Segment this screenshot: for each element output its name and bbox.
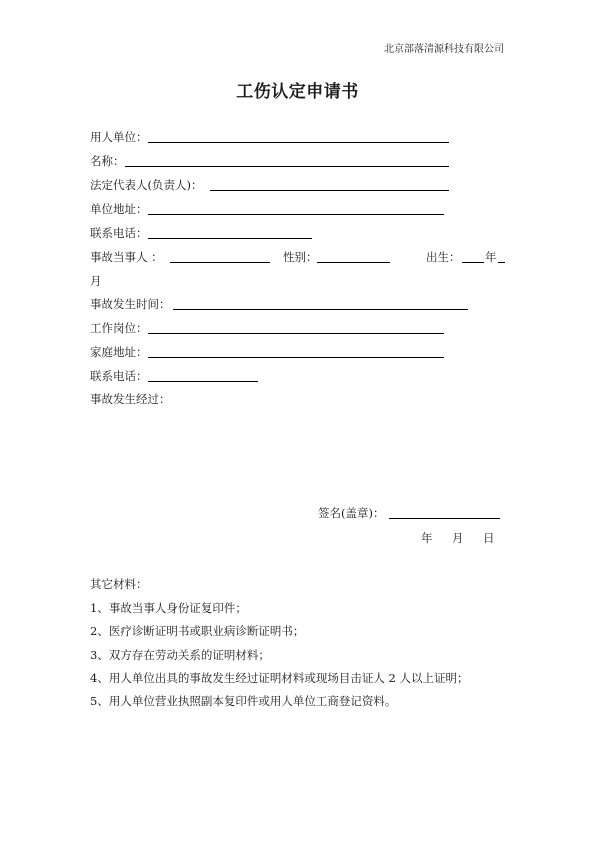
- job-position-input-line[interactable]: [148, 333, 444, 334]
- home-address-input-line[interactable]: [148, 357, 444, 358]
- birth-year-input-line[interactable]: [462, 262, 484, 263]
- birth-year-label: 年: [485, 250, 497, 264]
- personal-phone-label: 联系电话：: [90, 369, 148, 383]
- gender-label: 性别：: [283, 250, 318, 264]
- employer-label: 用人单位：: [90, 130, 148, 144]
- employer-phone-label: 联系电话：: [90, 226, 148, 240]
- home-address-label: 家庭地址：: [90, 345, 148, 359]
- signature-year-label: 年: [421, 531, 433, 545]
- materials-item: 5、用人单位营业执照副本复印件或用人单位工商登记资料。: [90, 694, 397, 708]
- materials-item: 2、医疗诊断证明书或职业病诊断证明书；: [90, 624, 305, 638]
- employer-address-label: 单位地址：: [90, 202, 148, 216]
- accident-time-label: 事故发生时间：: [90, 297, 171, 311]
- legal-representative-label: 法定代表人(负责人)：: [90, 178, 203, 192]
- birth-month-label: 月: [90, 274, 102, 288]
- signature-input-line[interactable]: [389, 518, 500, 519]
- signature-day-label: 日: [483, 531, 495, 545]
- accident-time-input-line[interactable]: [173, 309, 468, 310]
- name-label: 名称：: [90, 154, 125, 168]
- legal-representative-input-line[interactable]: [210, 190, 449, 191]
- signature-label: 签名(盖章)：: [318, 506, 385, 520]
- signature-month-label: 月: [452, 531, 464, 545]
- injured-person-label: 事故当事人 ：: [90, 250, 163, 264]
- job-position-label: 工作岗位：: [90, 321, 148, 335]
- employer-phone-input-line[interactable]: [148, 238, 312, 239]
- header-company-name: 北京部落清源科技有限公司: [384, 44, 504, 55]
- accident-description-label: 事故发生经过：: [90, 392, 171, 406]
- materials-item: 4、用人单位出具的事故发生经过证明材料或现场目击证人 2 人以上证明；: [90, 671, 469, 685]
- injured-person-input-line[interactable]: [170, 262, 270, 263]
- birth-month-input-line[interactable]: [498, 262, 505, 263]
- employer-address-input-line[interactable]: [148, 214, 444, 215]
- birth-label: 出生：: [426, 250, 461, 264]
- document-title: 工伤认定申请书: [236, 82, 359, 102]
- employer-input-line[interactable]: [148, 142, 449, 143]
- materials-heading: 其它材料：: [90, 577, 148, 591]
- materials-item: 1、事故当事人身份证复印件；: [90, 601, 247, 615]
- name-input-line[interactable]: [125, 166, 449, 167]
- gender-input-line[interactable]: [317, 262, 390, 263]
- materials-item: 3、双方存在劳动关系的证明材料；: [90, 648, 270, 662]
- personal-phone-input-line[interactable]: [148, 381, 258, 382]
